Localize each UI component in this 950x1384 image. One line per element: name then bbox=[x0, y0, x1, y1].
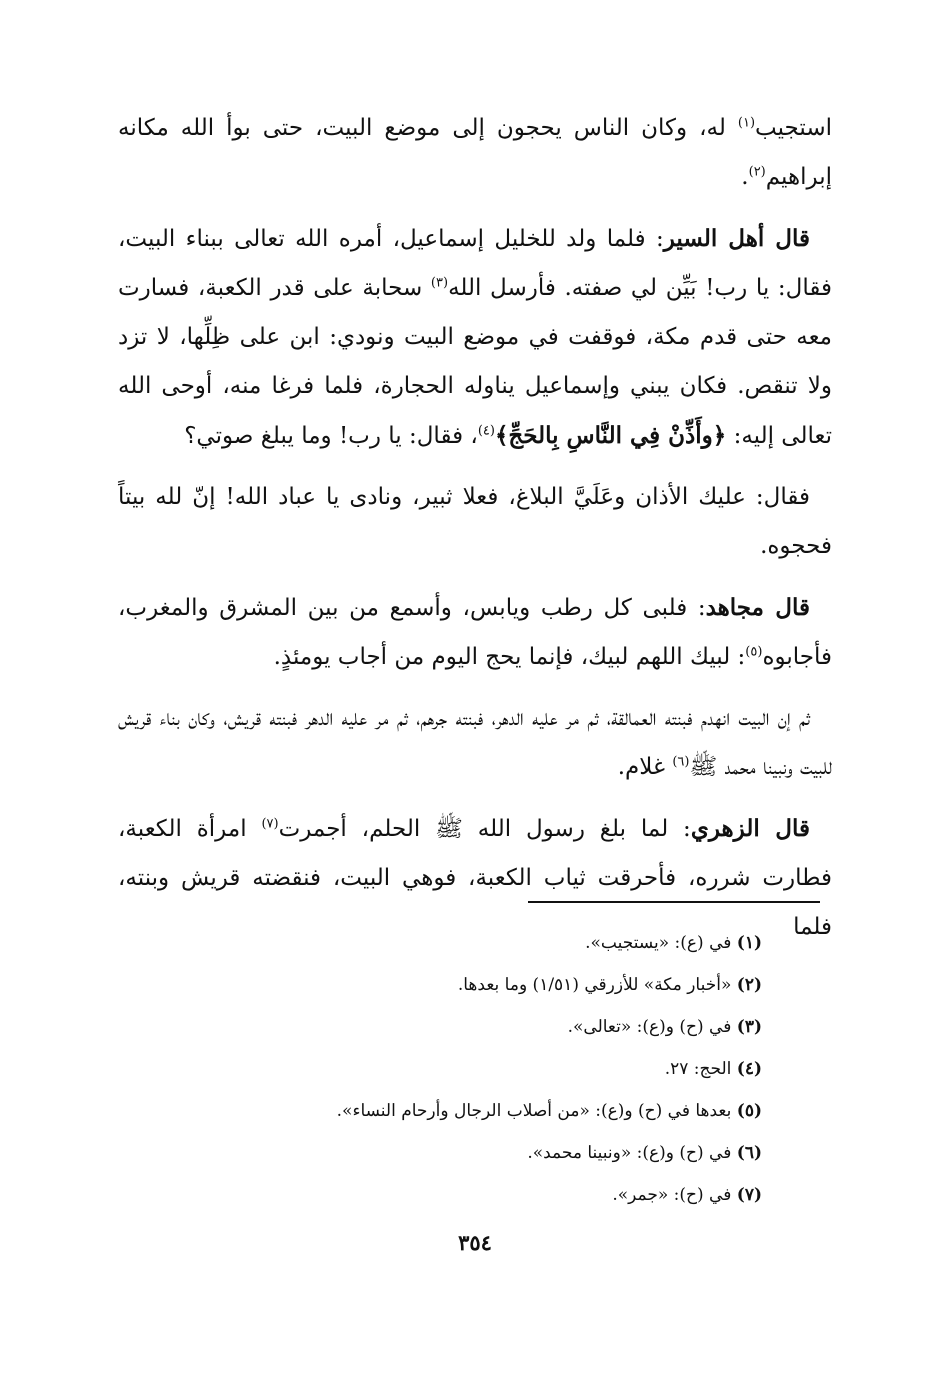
speaker-lead: قال أهل السير bbox=[663, 225, 810, 252]
footnote-text: بعدها في (ح) و(ع): «من أصلاب الرجال وأرحام النساء». bbox=[336, 1101, 737, 1121]
footnote-3 bbox=[202, 1006, 762, 1048]
paragraph-2 bbox=[118, 214, 832, 461]
footnote-5 bbox=[202, 1090, 762, 1132]
page-number: ٣٥٤ bbox=[458, 1230, 492, 1255]
footnote-number: (٤) bbox=[736, 1059, 762, 1079]
text-span: فقال: عليك الأذان وعَلَيَّ البلاغ، فعلا ثبير، ونادى يا عباد الله! إنّ لله بيتاً فحجوه. bbox=[118, 484, 832, 559]
footnote-number: (٦) bbox=[736, 1143, 762, 1163]
footnote-ref-1: (١) bbox=[737, 115, 756, 131]
footnote-text: في (ح) و(ع): «ونبينا محمد». bbox=[527, 1143, 737, 1163]
footnote-number: (٣) bbox=[736, 1017, 762, 1037]
text-span: . bbox=[741, 164, 749, 190]
text-span: ثم إن البيت انهدم فبنته العمالقة، ثم مر عليه الدهر، فبنته جرهم، ثم مر عليه الدهر فبنته قريش، وكان بناء قريش للبيت ونبينا محمد ﷺ bbox=[118, 705, 832, 780]
footnote-number: (٧) bbox=[736, 1185, 762, 1205]
footnote-ref-3: (٣) bbox=[430, 275, 449, 291]
text-span: له، وكان الناس يحجون إلى موضع البيت، حتى بوأ الله مكانه إبراهيم bbox=[118, 115, 832, 190]
speaker-lead: قال الزهري bbox=[690, 815, 810, 842]
footnote-number: (١) bbox=[736, 933, 762, 953]
text-span: ، فقال: يا رب! وما يبلغ صوتي؟ bbox=[184, 423, 478, 449]
footnote-ref-7: (٧) bbox=[261, 816, 279, 832]
footnote-ref-2: (٢) bbox=[748, 164, 766, 180]
footnote-ref-4: (٤) bbox=[477, 423, 495, 439]
footnote-ref-6: (٦) bbox=[672, 754, 690, 770]
paragraph-5 bbox=[118, 694, 832, 792]
text-span: سحابة على قدر الكعبة، فسارت معه حتى قدم مكة، فوقفت في موضع البيت ونودي: ابن على ظِلِّها، لا تزد ولا تنقص. فكان يبني وإسماعيل يناوله الحجارة، فلما فرغا منه، أوحى الله تعالى إليه: bbox=[118, 275, 832, 449]
footnote-text: «أخبار مكة» للأزرقي (١/٥١) وما بعدها. bbox=[457, 975, 737, 995]
main-text bbox=[118, 104, 832, 964]
text-span: : لبيك اللهم لبيك، فإنما يحج اليوم من أجاب يومئذٍ. bbox=[273, 644, 746, 670]
footnote-ref-5: (٥) bbox=[745, 644, 763, 660]
footnote-number: (٥) bbox=[736, 1101, 762, 1121]
footnote-2 bbox=[202, 964, 762, 1006]
footnotes bbox=[202, 922, 762, 1216]
paragraph-3 bbox=[118, 473, 832, 571]
footnote-4 bbox=[202, 1048, 762, 1090]
quran-verse: ﴿وأَذِّنْ فِي النَّاسِ بِالحَجِّ﴾ bbox=[494, 422, 727, 449]
footnote-7 bbox=[202, 1174, 762, 1216]
paragraph-1 bbox=[118, 104, 832, 202]
footnote-divider bbox=[528, 901, 820, 903]
paragraph-4 bbox=[118, 583, 832, 682]
speaker-lead: قال مجاهد bbox=[705, 594, 810, 621]
footnote-text: في (ح): «جمر». bbox=[612, 1185, 737, 1205]
text-span: : لما بلغ رسول الله ﷺ الحلم، أجمرت bbox=[278, 816, 691, 842]
text-span: استجيب bbox=[755, 115, 832, 141]
text-span: : فلبى كل رطب ويابس، وأسمع من بين المشرق والمغرب، فأجابوه bbox=[118, 595, 832, 670]
footnote-number: (٢) bbox=[736, 975, 762, 995]
footnote-text: الحج: ٢٧. bbox=[664, 1059, 737, 1079]
footnote-6 bbox=[202, 1132, 762, 1174]
text-span: غلام. bbox=[617, 754, 673, 780]
footnote-text: في (ع): «يستجيب». bbox=[585, 933, 737, 953]
text-span: : فلما ولد للخليل إسماعيل، أمره الله تعالى ببناء البيت، فقال: يا رب! بَيِّن لي صفته. فأرسل الله bbox=[118, 226, 832, 301]
text-span: امرأة الكعبة، فطارت شرره، فأحرقت ثياب الكعبة، فوهي البيت، فنقضته قريش وبنته، فلما bbox=[118, 816, 832, 940]
footnote-1 bbox=[202, 922, 762, 964]
footnote-text: في (ح) و(ع): «تعالى». bbox=[567, 1017, 737, 1037]
